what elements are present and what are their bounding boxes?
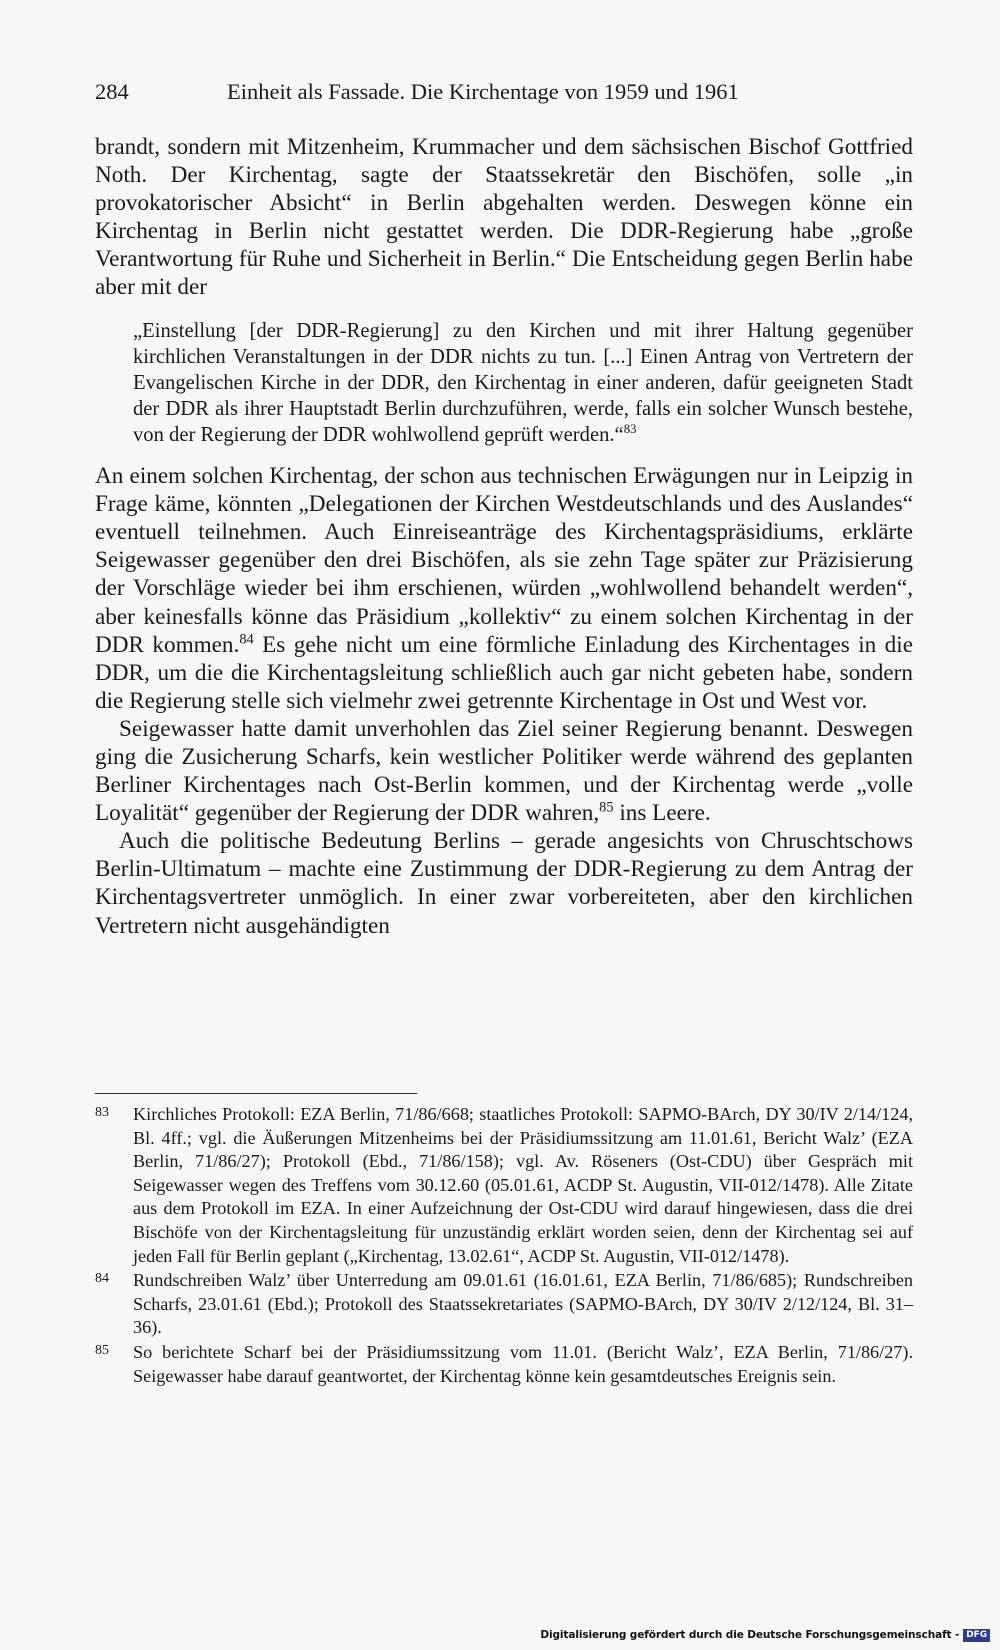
footnote-text: Kirchliches Protokoll: EZA Berlin, 71/86/668; staatliches Protokoll: SAPMO-BArch, DY 30/IV 2/14/124, Bl. 4ff.; vgl. die Äußerungen Mitzenheims bei der Präsidiumssitzung am 11.01.61, Bericht Walz’ (EZA Berlin, 71/86/27); Protokoll (Ebd., 71/86/158); vgl. Av. Röseners (Ost-CDU) über Gespräch mit Seigewasser wegen des Treffens vom 30.12.60 (05.01.61, ACDP St. Augustin, VII-012/1478). Alle Zitate aus dem Protokoll im EZA. In einer Aufzeichnung der Ost-CDU wird darauf hingewiesen, dass die drei Bischöfe von der Kirchentagsleitung für unzuständig erklärt worden seien, denn der Kirchentag sei auf jeden Fall für Berlin geplant („Kirchentag, 13.02.61“, ACDP St. Augustin, VII-012/1478). bbox=[133, 1104, 913, 1266]
digitization-credit bbox=[540, 1628, 990, 1642]
footnote-ref-84[interactable]: 84 bbox=[239, 630, 254, 647]
main-text bbox=[95, 133, 913, 940]
paragraph-3-text-b: ins Leere. bbox=[613, 800, 711, 827]
paragraph-1: brandt, sondern mit Mitzenheim, Krummacher und dem sächsischen Bischof Gottfried Noth. Der Kirchentag, sagte der Staatssekretär den Bischöfen, solle „in provokatorischer Absicht“ in Berlin abgehalten werden. Deswegen könne ein Kirchentag in Berlin nicht gestattet werden. Die DDR-Regierung habe „große Verantwortung für Ruhe und Sicherheit in Berlin.“ Die Entscheidung gegen Berlin habe aber mit der bbox=[95, 134, 913, 301]
footnote-number: 85 bbox=[95, 1342, 109, 1358]
footnote-number: 84 bbox=[95, 1271, 109, 1287]
page-number: 284 bbox=[95, 79, 129, 104]
block-quote-text: „Einstellung [der DDR-Regierung] zu den Kirchen und mit ihrer Haltung gegenüber kirchlichen Veranstaltungen in der DDR nichts zu tun. [...] Einen Antrag von Vertretern der Evangelischen Kirche in der DDR, den Kirchentag in einer anderen, dafür geeigneten Stadt der DDR als ihrer Hauptstadt Berlin durchzuführen, werde, falls ein solcher Wunsch bestehe, von der Regierung der DDR wohlwollend geprüft werden.“ bbox=[133, 319, 913, 446]
paragraph-2 bbox=[95, 462, 913, 715]
paragraph-3-text-a: Seigewasser hatte damit unverhohlen das Ziel seiner Regierung benannt. Deswegen ging die Zusicherung Scharfs, kein westlicher Politiker werde während des geplanten Berliner Kirchentages nach Ost-Berlin kommen, und der Kirchentag werde „volle Loyalität“ gegenüber der Regierung der DDR wahren, bbox=[95, 715, 913, 827]
footnote-text: Rundschreiben Walz’ über Unterredung am 09.01.61 (16.01.61, EZA Berlin, 71/86/685); Rundschreiben Scharfs, 23.01.61 (Ebd.); Protokoll des Staatssekretariates (SAPMO-BArch, DY 30/IV 2/12/124, Bl. 31–36). bbox=[133, 1270, 913, 1338]
digitization-credit-text: Digitalisierung gefördert durch die Deutsche Forschungsgemeinschaft - bbox=[540, 1629, 960, 1641]
paragraph-2-text-a: An einem solchen Kirchentag, der schon aus technischen Erwägungen nur in Leipzig in Frage käme, könnten „Delegationen der Kirchen Westdeutschlands und des Auslandes“ eventuell teilnehmen. Auch Einreiseanträge des Kirchentagspräsidiums, erklärte Seigewasser gegenüber den drei Bischöfen, als sie zehn Tage später zur Präzisierung der Vorschläge wieder bei ihm erschienen, würden „wohlwollend behandelt werden“, aber keinesfalls könne das Präsidium „kollektiv“ zu einem solchen Kirchentag in der DDR kommen. bbox=[95, 463, 913, 658]
footnote-divider bbox=[95, 1093, 417, 1094]
running-head-title: Einheit als Fassade. Die Kirchentage von 1959 und 1961 bbox=[227, 79, 739, 104]
block-quote bbox=[133, 318, 913, 448]
footnote-83 bbox=[95, 1103, 913, 1268]
paragraph-2-text-b: Es gehe nicht um eine förmliche Einladung des Kirchentages in die DDR, um die die Kirchentagsleitung schließlich auch gar nicht gebeten habe, sondern die Regierung stelle sich vielmehr zwei getrennte Kirchentage in Ost und West vor. bbox=[95, 631, 913, 714]
footnote-text: So berichtete Scharf bei der Präsidiumssitzung vom 11.01. (Bericht Walz’, EZA Berlin, 71/86/27). Seigewasser habe darauf geantwortet, der Kirchentag könne kein gesamtdeutsches Ereignis sein. bbox=[133, 1341, 913, 1386]
footnote-85 bbox=[95, 1341, 913, 1388]
footnote-ref-85[interactable]: 85 bbox=[599, 799, 614, 816]
footnote-ref-83[interactable]: 83 bbox=[623, 422, 637, 437]
dfg-logo: DFG bbox=[963, 1629, 990, 1642]
running-head bbox=[95, 78, 913, 106]
paragraph-3 bbox=[95, 715, 913, 827]
paragraph-4: Auch die politische Bedeutung Berlins – gerade angesichts von Chruschtschows Berlin-Ultimatum – machte eine Zustimmung der DDR-Regierung zu dem Antrag der Kirchentagsvertreter unmöglich. In einer zwar vorbereiteten, aber den kirchlichen Vertretern nicht ausgehändigten bbox=[95, 828, 913, 939]
footnotes bbox=[95, 1103, 913, 1389]
footnote-84 bbox=[95, 1269, 913, 1340]
footnote-number: 83 bbox=[95, 1105, 109, 1120]
